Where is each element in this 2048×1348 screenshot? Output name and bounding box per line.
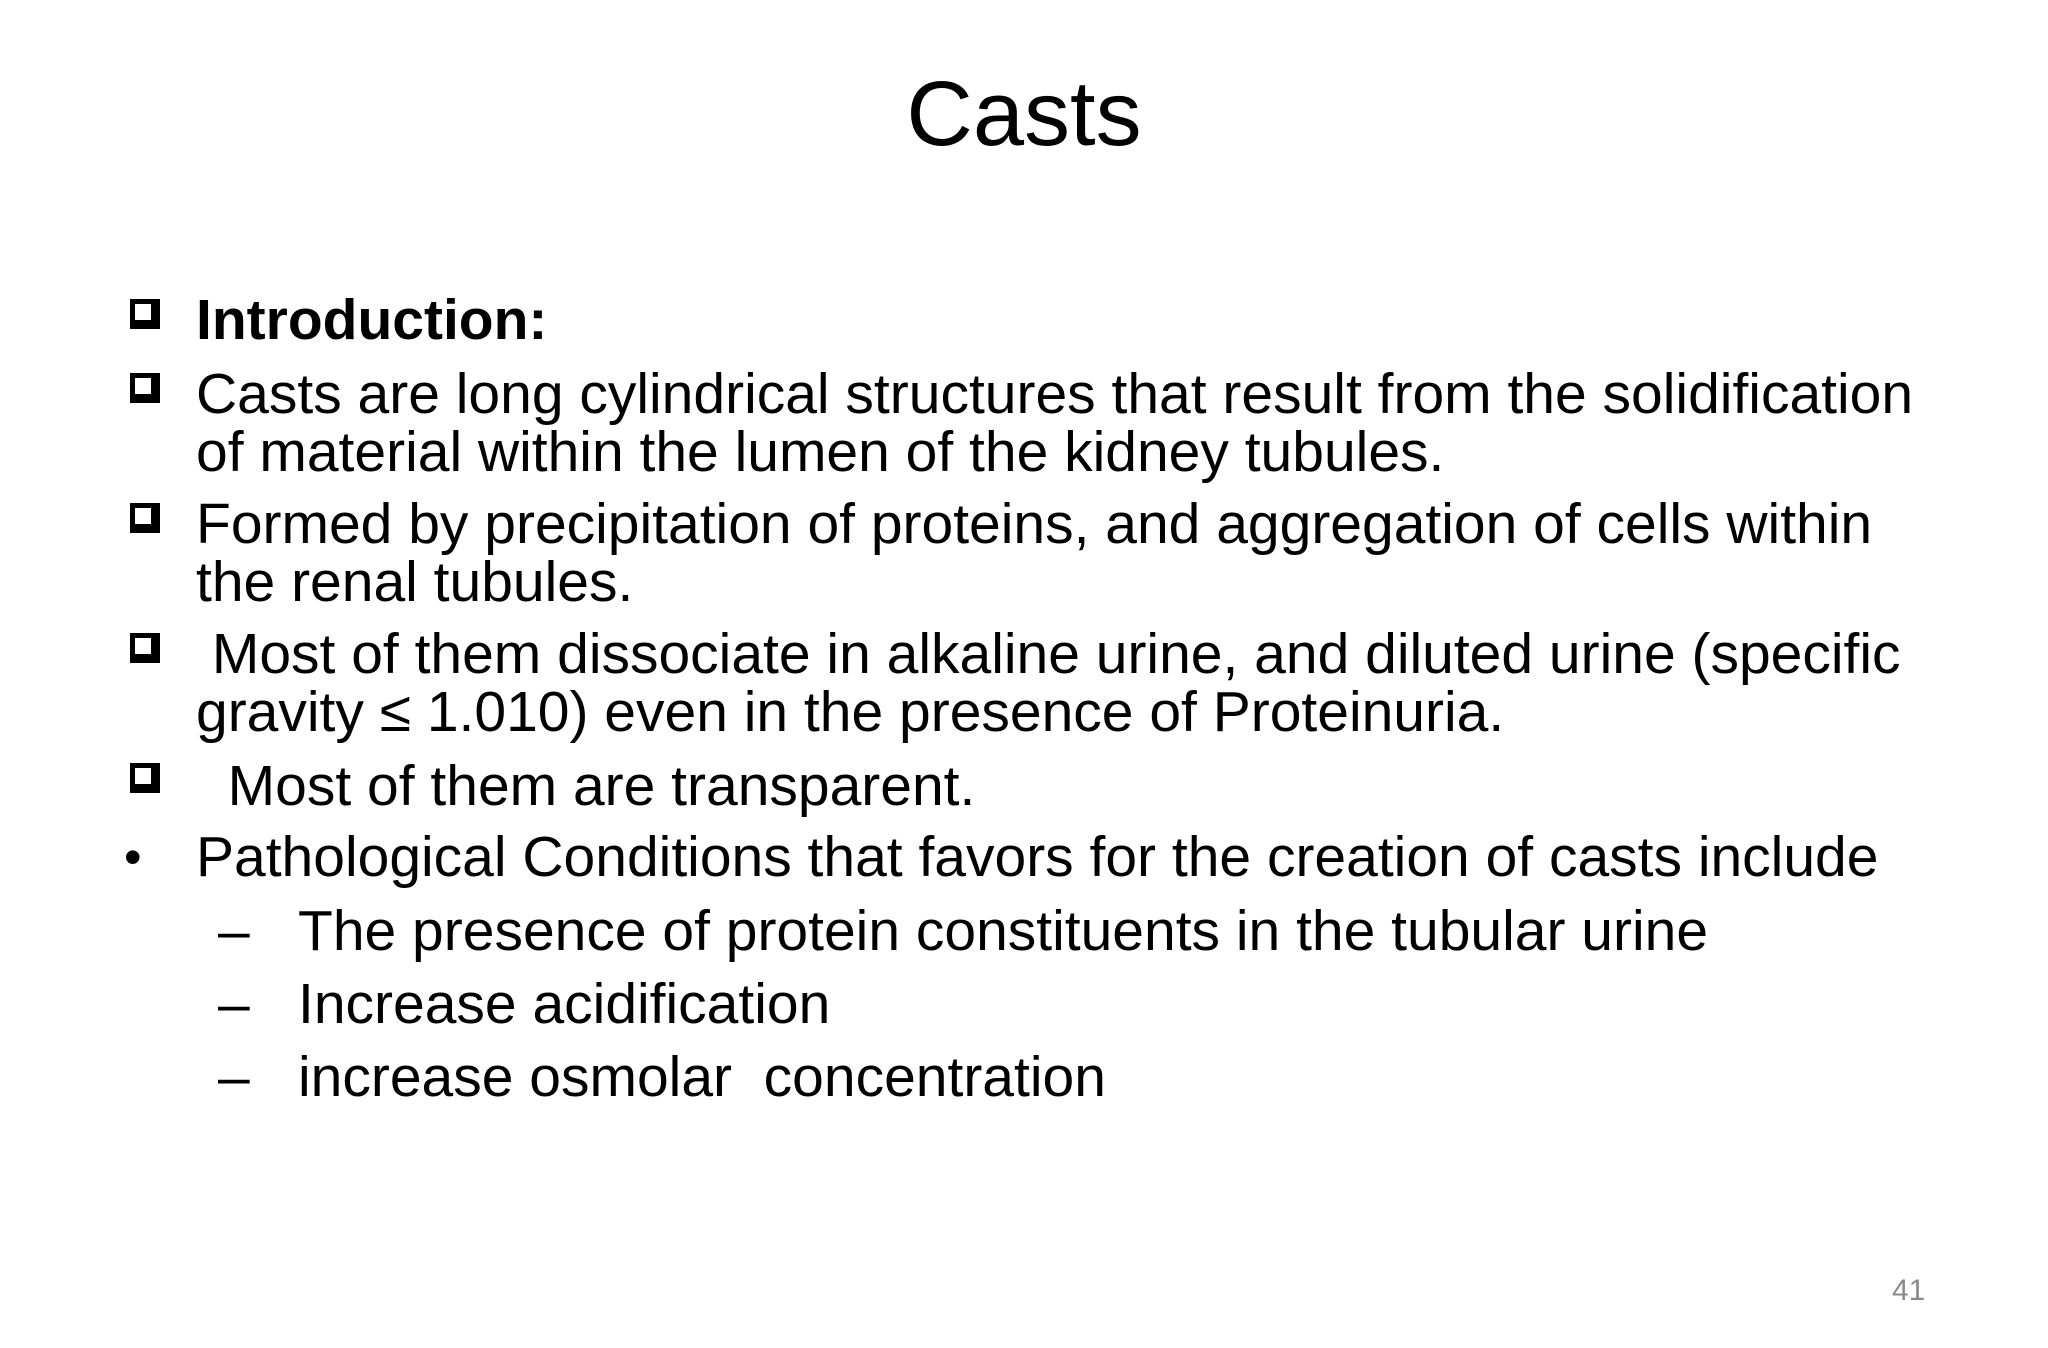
checkbox-bullet-icon	[130, 299, 160, 329]
list-item	[196, 362, 2036, 484]
list-item	[196, 288, 2036, 352]
list-item-text: Most of them are transparent.	[196, 754, 976, 818]
list-item-text: Casts are long cylindrical structures that result from the solidification	[196, 362, 1914, 426]
sub-list-item	[218, 972, 1998, 1036]
sub-list-item-text: Increase acidification	[298, 972, 831, 1036]
list-item-text-continued: of material within the lumen of the kidney tubules.	[196, 420, 1445, 484]
sub-list-item-text: increase osmolar concentration	[298, 1045, 1106, 1109]
sub-list-item	[218, 1045, 1998, 1109]
list-item-text: Most of them dissociate in alkaline urine, and diluted urine (specific	[196, 622, 1901, 686]
dash-bullet-icon: –	[218, 972, 250, 1036]
dash-bullet-icon: –	[218, 1045, 250, 1109]
page-number: 41	[1892, 1274, 1926, 1307]
list-item-text: Pathological Conditions that favors for the creation of casts include	[196, 825, 1879, 889]
list-item-text: Introduction:	[196, 288, 548, 352]
slide-title: Casts	[906, 63, 1142, 165]
checkbox-bullet-icon	[130, 503, 160, 533]
dot-bullet-icon: •	[124, 829, 142, 885]
list-item	[196, 622, 2036, 744]
dash-bullet-icon: –	[218, 899, 250, 963]
checkbox-bullet-icon	[130, 633, 160, 663]
sub-list-item-text: The presence of protein constituents in the tubular urine	[298, 899, 1709, 963]
sub-list-item	[218, 899, 1998, 963]
list-item-text-continued: the renal tubules.	[196, 550, 634, 614]
list-item	[196, 754, 2036, 818]
list-item-text-continued: gravity ≤ 1.010) even in the presence of Proteinuria.	[196, 680, 1505, 744]
list-item-text: Formed by precipitation of proteins, and aggregation of cells within	[196, 492, 1873, 556]
checkbox-bullet-icon	[130, 373, 160, 403]
list-item	[124, 825, 2036, 889]
list-item	[196, 492, 2036, 614]
checkbox-bullet-icon	[130, 763, 160, 793]
